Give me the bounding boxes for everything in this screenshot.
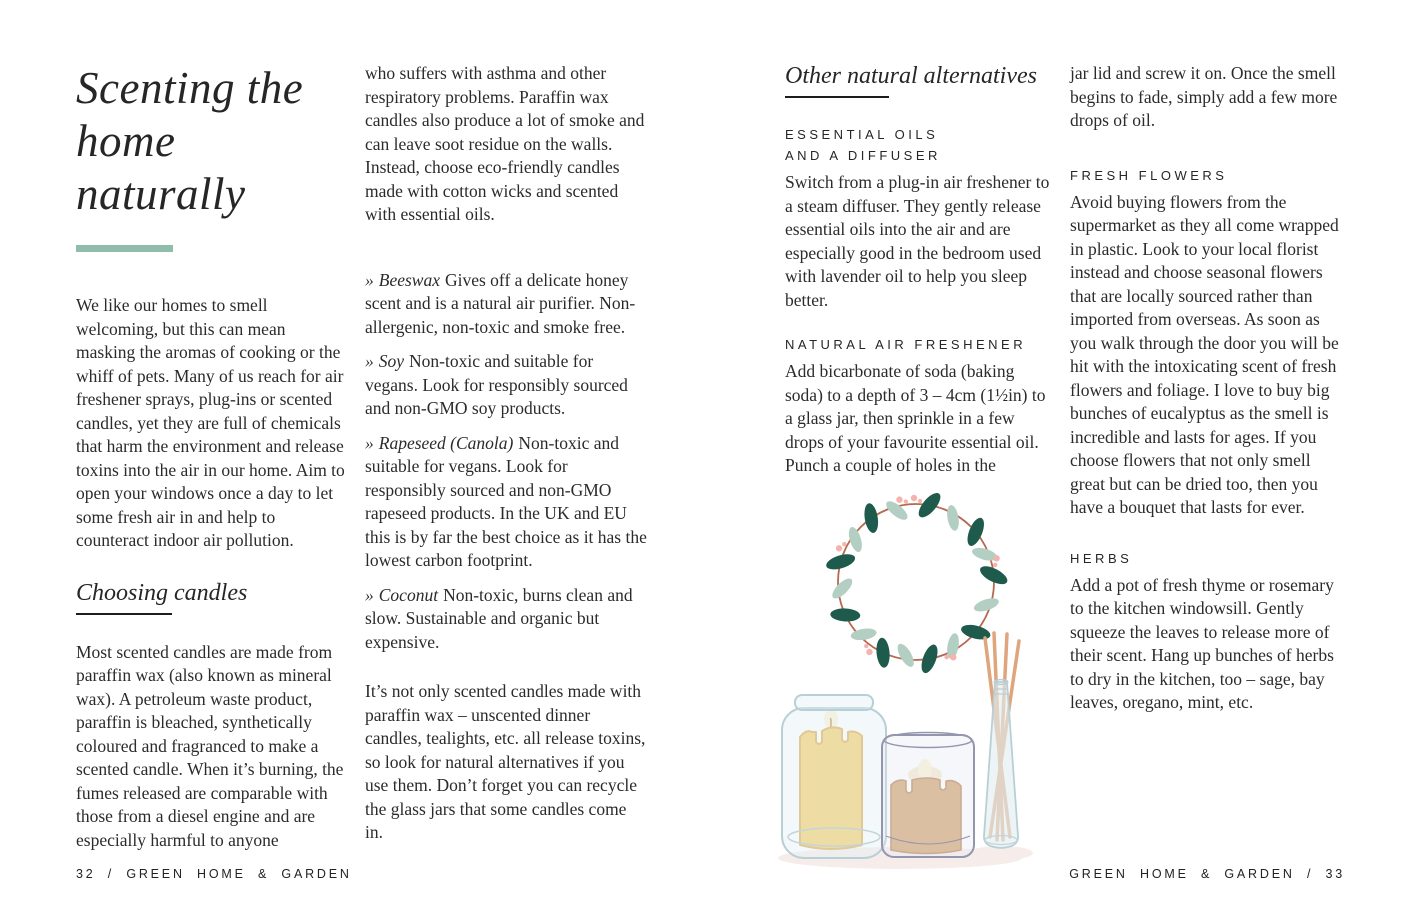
bullet-term: Soy xyxy=(378,351,405,371)
right-page-column-1 xyxy=(785,62,1053,500)
candle-jar-illustration xyxy=(782,695,886,858)
section-herbs xyxy=(1070,548,1348,715)
bullet-marker: » xyxy=(365,432,374,453)
bullet-marker: » xyxy=(365,351,374,371)
other-alternatives-heading: Other natural alternatives xyxy=(785,63,1037,89)
bullet-text: Non-toxic, burns clean and slow. Sustainable and organic but expensive. xyxy=(365,584,633,652)
paraffin-paragraph: who suffers with asthma and other respiratory problems. Paraffin wax candles also produce a lot of smoke and can leave soot residue on the walls. Instead, choose eco-friendly candles made with cotton wicks and scented with essential oils. xyxy=(365,63,645,224)
natural-air-freshener-heading xyxy=(785,334,1053,355)
list-item-soy xyxy=(365,350,647,421)
caps-line: NATURAL AIR FRESHENER xyxy=(785,337,1027,352)
bullet-marker: » xyxy=(365,584,374,605)
jar-lid-paragraph: jar lid and screw it on. Once the smell begins to fade, simply add a few more drops of oil. xyxy=(1070,63,1338,130)
jar-mouth xyxy=(795,695,873,710)
wreath-dark-leaves xyxy=(824,492,1010,675)
bullet-term: Coconut xyxy=(378,584,439,605)
fresh-flowers-paragraph: Avoid buying flowers from the supermarket as they all come wrapped in plastic. Look to your local florist instead and choose seasonal flowers that are locally sourced rather than imported from overseas. As soon as you walk through the door you will be hit with the intoxicating scent of fresh flowers and foliage. I love to buy big bunches of eucalyptus as the smell is incredible and lasts for ages. If you choose flowers that not only smell great but can be dried too, then you have a bouquet that lasts for ever. xyxy=(1070,191,1339,517)
caps-line: ESSENTIAL OILS xyxy=(785,127,939,142)
intro-paragraph: We like our homes to smell welcoming, but this can mean masking the aromas of cooking or the whiff of pets. Many of us reach for air freshener sprays, plug-ins or scented candles, yet they are full of chemicals that harm the environment and release toxins into the air in our home. Aim to open your windows once a day to let some fresh air in and help to counteract indoor air pollution. xyxy=(76,295,345,550)
diffuser-bottle xyxy=(984,682,1018,848)
herbs-heading: HERBS xyxy=(1070,550,1133,566)
bullet-text: Non-toxic and suitable for vegans. Look for responsibly sourced and non-GMO soy products. xyxy=(365,351,628,418)
choosing-candles-paragraph: Most scented candles are made from paraffin wax (also known as mineral wax). A petroleum waste product, paraffin is bleached, synthetically coloured and fragranced to make a scented candle. When it’s burning, the fumes released are comparable with those from a diesel engine and are especially harmful to anyone xyxy=(76,641,344,850)
footer-page-32: 32 / GREEN HOME & GARDEN xyxy=(76,867,352,881)
bullet-text: Non-toxic and suitable for vegans. Look for responsibly sourced and non-GMO rapeseed products. In the UK and EU this is by far the best choice as it has the lowest carbon footprint. xyxy=(365,432,647,570)
candle-wax-list xyxy=(365,269,647,655)
caps-line: AND A DIFFUSER xyxy=(785,148,941,163)
section-fresh-flowers xyxy=(1070,165,1348,520)
natural-air-freshener-paragraph: Add bicarbonate of soda (baking soda) to a depth of 3 – 4cm (1½in) to a glass jar, then sprinkle in a few drops of your favourite essential oil. Punch a couple of holes in the xyxy=(785,361,1046,475)
section-essential-oils xyxy=(785,124,1053,312)
left-page-column-2 xyxy=(365,62,647,867)
wreath-illustration xyxy=(824,492,1010,675)
recycle-jars-paragraph: It’s not only scented candles made with paraffin wax – unscented dinner candles, tealights, etc. all release toxins, so look for natural alternatives if you use them. Don’t forget you can recycle the glass jars that some candles come in. xyxy=(365,681,646,842)
herbs-paragraph: Add a pot of fresh thyme or rosemary to the kitchen windowsill. Gently squeeze the leaves to release more of their scent. Hang up bunches of herbs to dry in the kitchen, too – sage, bay leaves, oregano, mint, etc. xyxy=(1070,574,1334,712)
bullet-term: Beeswax xyxy=(378,269,440,290)
essential-oils-paragraph: Switch from a plug-in air freshener to a steam diffuser. They gently release essential oils into the air and are especially good in the bedroom used with lavender oil to help you sleep better. xyxy=(785,172,1050,310)
essential-oils-heading xyxy=(785,124,1053,166)
page-title-line-1: Scenting the xyxy=(76,63,304,113)
other-alternatives-underline xyxy=(785,96,889,98)
fresh-flowers-heading: FRESH FLOWERS xyxy=(1070,167,1228,183)
bullet-text: Gives off a delicate honey scent and is a natural air purifier. Non-allergenic, non-toxic and smoke free. xyxy=(365,269,636,337)
list-item-rapeseed xyxy=(365,432,647,573)
page-title-line-2: home naturally xyxy=(76,116,246,219)
candle-tumbler-illustration xyxy=(882,733,974,858)
list-item-beeswax xyxy=(365,269,647,340)
bullet-marker: » xyxy=(365,269,374,290)
jar-body xyxy=(782,708,886,858)
choosing-candles-heading: Choosing candles xyxy=(76,579,248,606)
choosing-candles-underline xyxy=(76,613,172,615)
reed-diffuser-illustration xyxy=(984,633,1019,848)
left-page-column-1 xyxy=(76,62,348,874)
list-item-coconut xyxy=(365,584,647,655)
tumbler-glass xyxy=(882,735,974,857)
page-title xyxy=(76,62,348,221)
home-scents-illustration xyxy=(778,492,1043,877)
bullet-term: Rapeseed (Canola) xyxy=(378,432,514,453)
right-page-column-2 xyxy=(1070,62,1348,737)
title-accent-bar xyxy=(76,245,173,252)
footer-page-33: GREEN HOME & GARDEN / 33 xyxy=(1069,867,1345,881)
section-natural-air-freshener xyxy=(785,334,1053,478)
